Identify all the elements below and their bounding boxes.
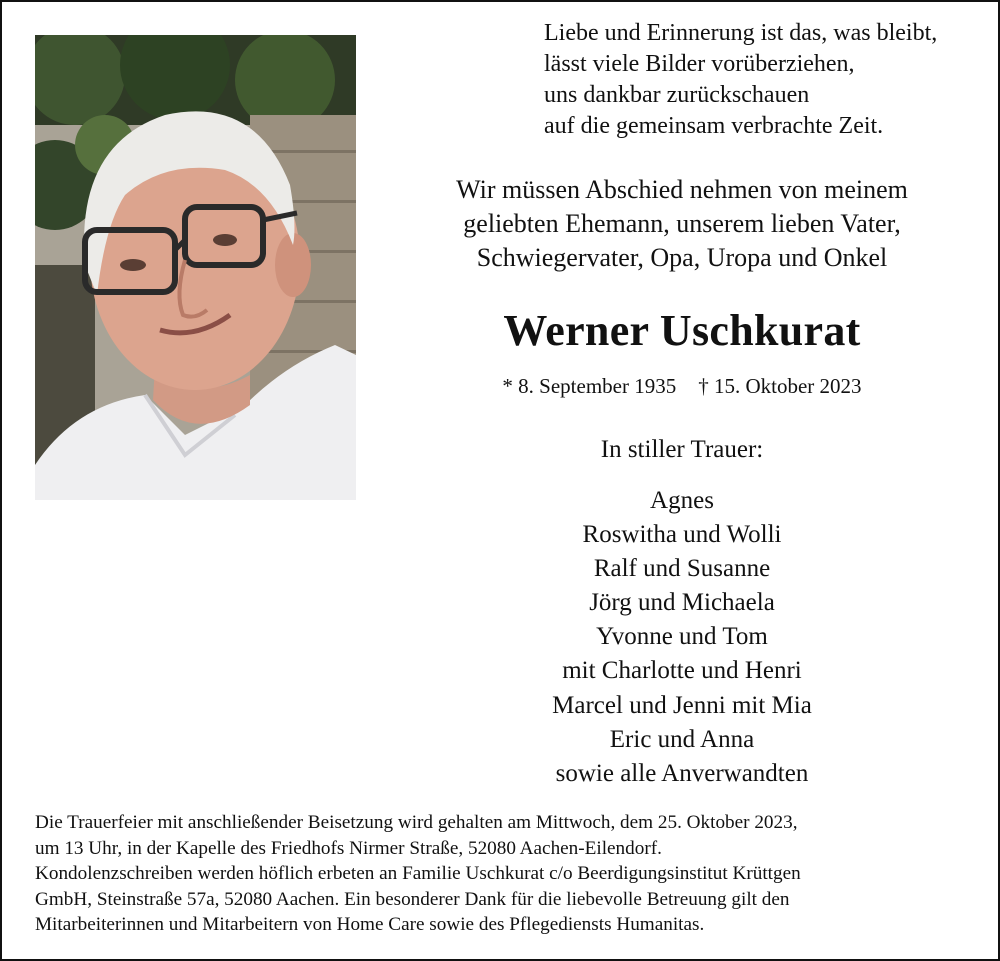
farewell-intro — [382, 173, 982, 275]
poem-line: auf die gemeinsam verbrachte Zeit. — [544, 113, 884, 139]
mourner: sowie alle Anverwandten — [555, 759, 809, 787]
intro-line: Schwiegervater, Opa, Uropa und Onkel — [476, 243, 888, 272]
footer-line: Die Trauerfeier mit anschließender Beisetzung wird gehalten am Mittwoch, dem 25. Oktober 2023, — [35, 812, 798, 833]
mourners-list — [382, 484, 982, 791]
mourner: Marcel und Jenni mit Mia — [552, 691, 812, 719]
life-dates — [382, 372, 982, 400]
mourner: Jörg und Michaela — [589, 589, 775, 617]
mourner: Roswitha und Wolli — [582, 521, 782, 549]
mourner: Yvonne und Tom — [596, 623, 768, 651]
mourner: Agnes — [650, 487, 714, 514]
intro-line: Wir müssen Abschied nehmen von meinem — [456, 175, 908, 204]
footer-line: GmbH, Steinstraße 57a, 52080 Aachen. Ein besonderer Dank für die liebevolle Betreuung gilt den — [35, 888, 790, 910]
mourner: Ralf und Susanne — [593, 555, 771, 583]
birth-date: * 8. September 1935 — [502, 374, 677, 398]
poem-line: Liebe und Erinnerung ist das, was bleibt, — [544, 20, 938, 46]
footer-line: Mitarbeiterinnen und Mitarbeitern von Home Care sowie des Pflegediensts Humanitas. — [35, 914, 705, 936]
mourning-heading: In stiller Trauer: — [600, 436, 764, 463]
footer-line: Kondolenzschreiben werden höflich erbeten an Familie Uschkurat c/o Beerdigungsinstitut Krüttgen — [35, 863, 801, 885]
mourner: mit Charlotte und Henri — [562, 657, 802, 685]
poem-line: lässt viele Bilder vorüberziehen, — [544, 51, 855, 77]
footer-line: um 13 Uhr, in der Kapelle des Friedhofs Nirmer Straße, 52080 Aachen-Eilendorf. — [35, 837, 662, 859]
funeral-details — [35, 810, 980, 938]
portrait-photo — [35, 35, 356, 500]
intro-line: geliebten Ehemann, unserem lieben Vater, — [463, 209, 901, 238]
deceased-name: Werner Uschkurat — [503, 306, 861, 355]
death-date: † 15. Oktober 2023 — [698, 374, 862, 398]
mourner: Eric und Anna — [609, 725, 755, 753]
poem — [544, 18, 994, 142]
poem-line: uns dankbar zurückschauen — [544, 82, 810, 108]
